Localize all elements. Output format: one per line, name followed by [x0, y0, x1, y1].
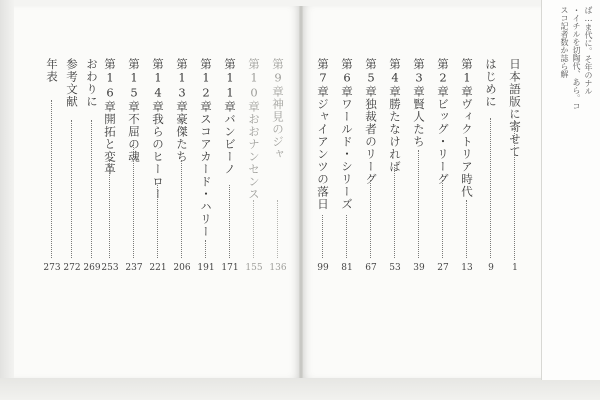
leader-dots [514, 120, 517, 260]
chapter-number: 第14章 [151, 58, 165, 113]
leader-dots [157, 185, 160, 258]
chapter-title: 参考文献 [65, 58, 79, 108]
chapter-number: 第6章 [340, 58, 354, 98]
leader-dots [51, 100, 54, 258]
next-page-fragment [541, 0, 600, 380]
page-number: 39 [413, 263, 425, 273]
text-fragment: 年の [584, 63, 593, 79]
page-number: 237 [125, 263, 143, 273]
chapter-title: 独裁者のリーグ [364, 98, 378, 186]
chapter-number: 第16章 [103, 58, 117, 113]
page-number: 136 [269, 263, 287, 273]
leader-dots [442, 180, 445, 258]
chapter-number: 第2章 [436, 58, 450, 98]
text-fragment: 誌 [560, 54, 569, 62]
leader-dots [91, 120, 94, 258]
chapter-title: 不屈の魂 [127, 113, 141, 163]
page-number: 1 [512, 263, 518, 273]
chapter-title: 神見のジャ [271, 98, 285, 161]
page-number: 9 [488, 263, 494, 273]
page-number: 13 [461, 263, 473, 273]
page-number: 53 [389, 263, 401, 273]
page-number: 221 [149, 263, 167, 273]
text-fragment: スコ [560, 6, 569, 22]
leader-dots [205, 240, 208, 258]
chapter-title: スコアカード・ハリー [199, 113, 213, 238]
chapter-title: 勝たなければ [388, 98, 402, 173]
chapter-number: 第12章 [199, 58, 213, 113]
page-bottom-edge [0, 378, 600, 400]
leader-dots [370, 180, 373, 258]
chapter-number: 第3章 [412, 58, 426, 98]
next-page-text [572, 6, 582, 110]
chapter-title: バンビーノ [223, 113, 237, 176]
leader-dots [322, 215, 325, 258]
leader-dots [253, 200, 256, 258]
leader-dots [418, 150, 421, 258]
page-number: 27 [437, 263, 449, 273]
chapter-title: 日本語版に寄せて [508, 58, 522, 158]
chapter-number: 第7章 [316, 58, 330, 98]
leader-dots [181, 160, 184, 258]
text-fragment: ルを切 [572, 30, 581, 54]
chapter-title: 豪傑たち [175, 113, 189, 163]
chapter-number: 第9章 [271, 58, 285, 98]
page-number: 81 [341, 263, 353, 273]
leader-dots [394, 165, 397, 258]
text-fragment: 陶代 [572, 54, 581, 70]
leader-dots [466, 200, 469, 258]
text-fragment: 、あら [572, 70, 581, 94]
page-number: 272 [63, 263, 81, 273]
chapter-title: おおナンセンス [247, 113, 261, 201]
chapter-title: ワールド・シリーズ [340, 98, 354, 211]
text-fragment: ・イチ [572, 6, 581, 30]
page-number: 206 [173, 263, 191, 273]
page-number: 99 [317, 263, 329, 273]
page-number: 253 [101, 263, 119, 273]
leader-dots [71, 120, 74, 258]
chapter-number: 第1章 [460, 58, 474, 98]
page-number: 171 [221, 263, 239, 273]
chapter-number: 第13章 [175, 58, 189, 113]
chapter-title: ジャイアンツの落日 [316, 98, 330, 211]
chapter-title: ビッグ・リーグ [436, 98, 450, 186]
chapter-title: ヴィクトリア時代 [460, 98, 474, 198]
chapter-title: 年表 [45, 58, 59, 83]
text-fragment: 。そ [584, 47, 593, 63]
page-number: 191 [197, 263, 215, 273]
next-page-text [584, 6, 594, 95]
chapter-title: 我らのヒーロー [151, 113, 165, 201]
chapter-number: 第10章 [247, 58, 261, 113]
page-number: 269 [83, 263, 101, 273]
page-number: 155 [245, 263, 263, 273]
leader-dots [346, 215, 349, 258]
chapter-number: 第4章 [388, 58, 402, 98]
leader-dots [229, 185, 232, 258]
leader-dots [277, 200, 280, 258]
next-page-text [560, 6, 570, 78]
leader-dots [133, 145, 136, 258]
chapter-title: おわりに [85, 58, 99, 108]
text-fragment: 代に [584, 31, 593, 47]
chapter-title: 賢人たち [412, 98, 426, 148]
text-fragment: ば…ま [584, 6, 593, 31]
leader-dots [109, 160, 112, 258]
text-fragment: ら解 [560, 62, 569, 78]
leader-dots [490, 118, 493, 258]
text-fragment: 。コ [572, 94, 581, 110]
chapter-title: 開拓と変革 [103, 113, 117, 176]
chapter-number: 第11章 [223, 58, 237, 113]
book-gutter [299, 6, 303, 378]
page-number: 273 [43, 263, 61, 273]
chapter-title: はじめに [484, 58, 498, 108]
text-fragment: 数か [560, 38, 569, 54]
text-fragment: 記者 [560, 22, 569, 38]
text-fragment: ナル [584, 79, 593, 95]
chapter-number: 第5章 [364, 58, 378, 98]
page-number: 67 [365, 263, 377, 273]
chapter-number: 第15章 [127, 58, 141, 113]
page-stack-edge [0, 0, 14, 400]
